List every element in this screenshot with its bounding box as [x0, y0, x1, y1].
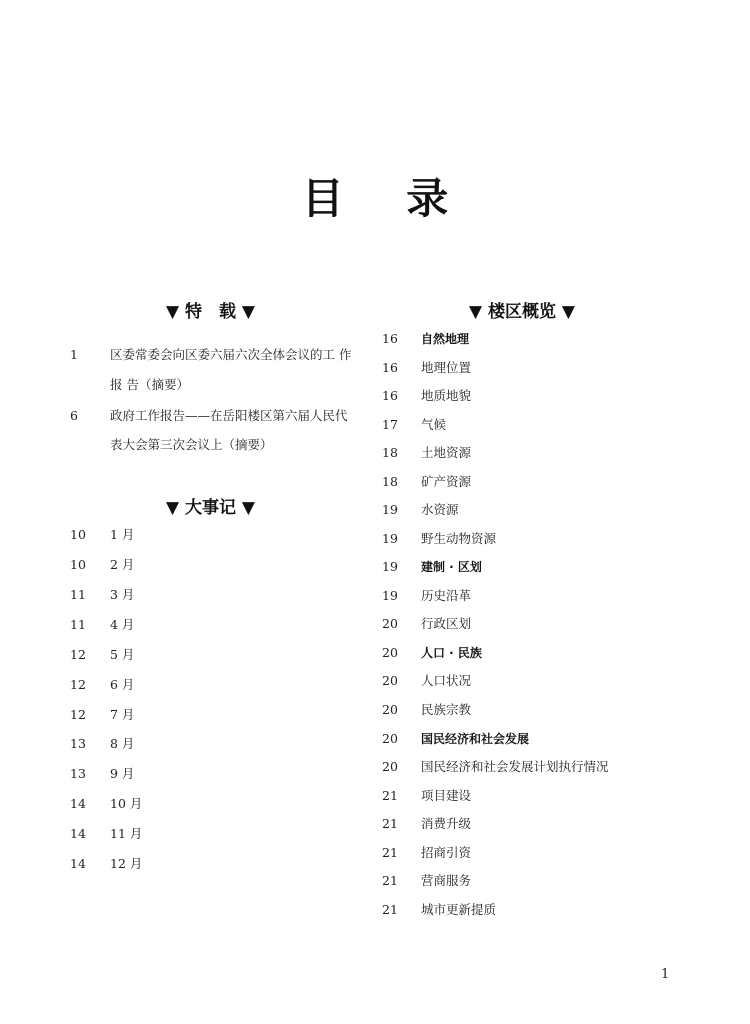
toc-entry[interactable] [382, 561, 712, 573]
toc-entry-title: 历史沿革 [421, 588, 472, 603]
toc-entry[interactable] [382, 761, 712, 773]
toc-entry-title: 9 月 [110, 766, 135, 781]
toc-entry-continuation [70, 439, 360, 451]
toc-entry-title: 人口 · 民族 [421, 646, 482, 660]
toc-entry-title: 招商引资 [421, 845, 472, 860]
toc-entry-page: 21 [382, 902, 398, 917]
toc-entry-page: 20 [382, 645, 398, 660]
toc-entry-page: 20 [382, 616, 398, 631]
toc-entry[interactable] [382, 675, 712, 687]
section-heading-special: ▼ 特 载 ▼ [166, 302, 255, 322]
toc-entry-page: 6 [70, 408, 78, 423]
section-heading-overview: ▼ 楼区概览 ▼ [469, 302, 575, 322]
toc-entry-title: 6 月 [110, 677, 135, 692]
toc-entry-title: 表大会第三次会议上（摘要） [110, 437, 273, 452]
toc-entry-title: 气候 [421, 417, 447, 432]
toc-entry-title: 民族宗教 [421, 702, 472, 717]
toc-entry-title: 政府工作报告——在岳阳楼区第六届人民代 [110, 408, 348, 423]
toc-entry[interactable] [70, 619, 360, 631]
toc-entry[interactable] [382, 733, 712, 745]
toc-entry-title: 建制 · 区划 [421, 560, 482, 574]
toc-entry-page: 19 [382, 531, 398, 546]
toc-entry-page: 21 [382, 845, 398, 860]
toc-entry-continuation [70, 379, 360, 391]
toc-entry[interactable] [382, 647, 712, 659]
toc-entry[interactable] [70, 798, 360, 810]
toc-entry-title: 10 月 [110, 796, 143, 811]
toc-entry[interactable] [382, 362, 712, 374]
toc-entry[interactable] [70, 529, 360, 541]
toc-entry-page: 19 [382, 588, 398, 603]
toc-entry-page: 19 [382, 559, 398, 574]
toc-entry[interactable] [70, 559, 360, 571]
toc-entry[interactable] [382, 618, 712, 630]
toc-entry[interactable] [382, 476, 712, 488]
toc-entry-title: 消费升级 [421, 816, 472, 831]
toc-entry-page: 19 [382, 502, 398, 517]
toc-entry[interactable] [382, 704, 712, 716]
toc-entry-page: 10 [70, 557, 86, 572]
toc-entry[interactable] [70, 349, 360, 361]
toc-entry-page: 14 [70, 856, 86, 871]
toc-entry-page: 16 [382, 388, 398, 403]
toc-entry-title: 国民经济和社会发展计划执行情况 [421, 759, 609, 774]
toc-entry-page: 20 [382, 702, 398, 717]
toc-entry-page: 12 [70, 677, 86, 692]
toc-entry-title: 矿产资源 [421, 474, 472, 489]
toc-entry-page: 10 [70, 527, 86, 542]
toc-entry[interactable] [70, 679, 360, 691]
toc-entry-page: 21 [382, 788, 398, 803]
toc-entry[interactable] [382, 904, 712, 916]
toc-entry-title: 野生动物资源 [421, 531, 497, 546]
toc-entry[interactable] [70, 738, 360, 750]
toc-entry[interactable] [70, 410, 360, 422]
page-title: 目 录 [301, 174, 473, 223]
toc-entry-page: 16 [382, 360, 398, 375]
toc-entry[interactable] [382, 504, 712, 516]
toc-entry-title: 项目建设 [421, 788, 472, 803]
toc-entry-title: 水资源 [421, 502, 459, 517]
toc-entry[interactable] [382, 818, 712, 830]
toc-entry[interactable] [382, 847, 712, 859]
toc-entry-title: 12 月 [110, 856, 143, 871]
toc-entry[interactable] [70, 709, 360, 721]
toc-entry-page: 21 [382, 816, 398, 831]
toc-entry[interactable] [70, 649, 360, 661]
toc-entry-title: 地质地貌 [421, 388, 472, 403]
toc-entry-title: 5 月 [110, 647, 135, 662]
toc-entry-page: 17 [382, 417, 398, 432]
toc-entry[interactable] [382, 533, 712, 545]
toc-entry-title: 营商服务 [421, 873, 472, 888]
toc-entry[interactable] [70, 589, 360, 601]
toc-entry-page: 16 [382, 331, 398, 346]
toc-entry-page: 13 [70, 736, 86, 751]
toc-entry-page: 11 [70, 587, 86, 602]
toc-entry[interactable] [382, 590, 712, 602]
section-heading-events: ▼ 大事记 ▼ [166, 498, 255, 518]
toc-entry-title: 4 月 [110, 617, 135, 632]
toc-entry-title: 7 月 [110, 707, 135, 722]
toc-entry-title: 人口状况 [421, 673, 472, 688]
toc-entry[interactable] [382, 419, 712, 431]
toc-entry-title: 国民经济和社会发展 [421, 732, 530, 746]
toc-entry[interactable] [382, 875, 712, 887]
toc-entry-title: 城市更新提质 [421, 902, 497, 917]
toc-entry[interactable] [70, 768, 360, 780]
toc-entry[interactable] [382, 790, 712, 802]
toc-entry[interactable] [382, 333, 712, 345]
toc-entry-page: 14 [70, 826, 86, 841]
toc-entry-title: 地理位置 [421, 360, 472, 375]
toc-entry-title: 土地资源 [421, 445, 472, 460]
toc-entry[interactable] [70, 858, 360, 870]
toc-entry-page: 18 [382, 474, 398, 489]
toc-entry-page: 20 [382, 731, 398, 746]
toc-entry-title: 3 月 [110, 587, 135, 602]
toc-entry-title: 区委常委会向区委六届六次全体会议的工 作 [110, 347, 352, 362]
toc-entry-page: 21 [382, 873, 398, 888]
toc-entry-title: 2 月 [110, 557, 135, 572]
toc-entry-title: 行政区划 [421, 616, 472, 631]
toc-entry-page: 18 [382, 445, 398, 460]
toc-entry-page: 1 [70, 347, 78, 362]
toc-entry-page: 11 [70, 617, 86, 632]
toc-entry-title: 8 月 [110, 736, 135, 751]
toc-entry[interactable] [70, 828, 360, 840]
toc-entry-page: 12 [70, 707, 86, 722]
toc-entry-page: 20 [382, 673, 398, 688]
toc-entry-title: 自然地理 [421, 332, 470, 346]
toc-entry[interactable] [382, 390, 712, 402]
toc-entry-title: 11 月 [110, 826, 143, 841]
toc-entry-page: 12 [70, 647, 86, 662]
toc-entry[interactable] [382, 447, 712, 459]
toc-entry-title: 报 告（摘要） [110, 377, 189, 392]
page-number: 1 [661, 967, 670, 982]
toc-entry-page: 13 [70, 766, 86, 781]
toc-entry-page: 20 [382, 759, 398, 774]
toc-entry-page: 14 [70, 796, 86, 811]
toc-entry-title: 1 月 [110, 527, 135, 542]
